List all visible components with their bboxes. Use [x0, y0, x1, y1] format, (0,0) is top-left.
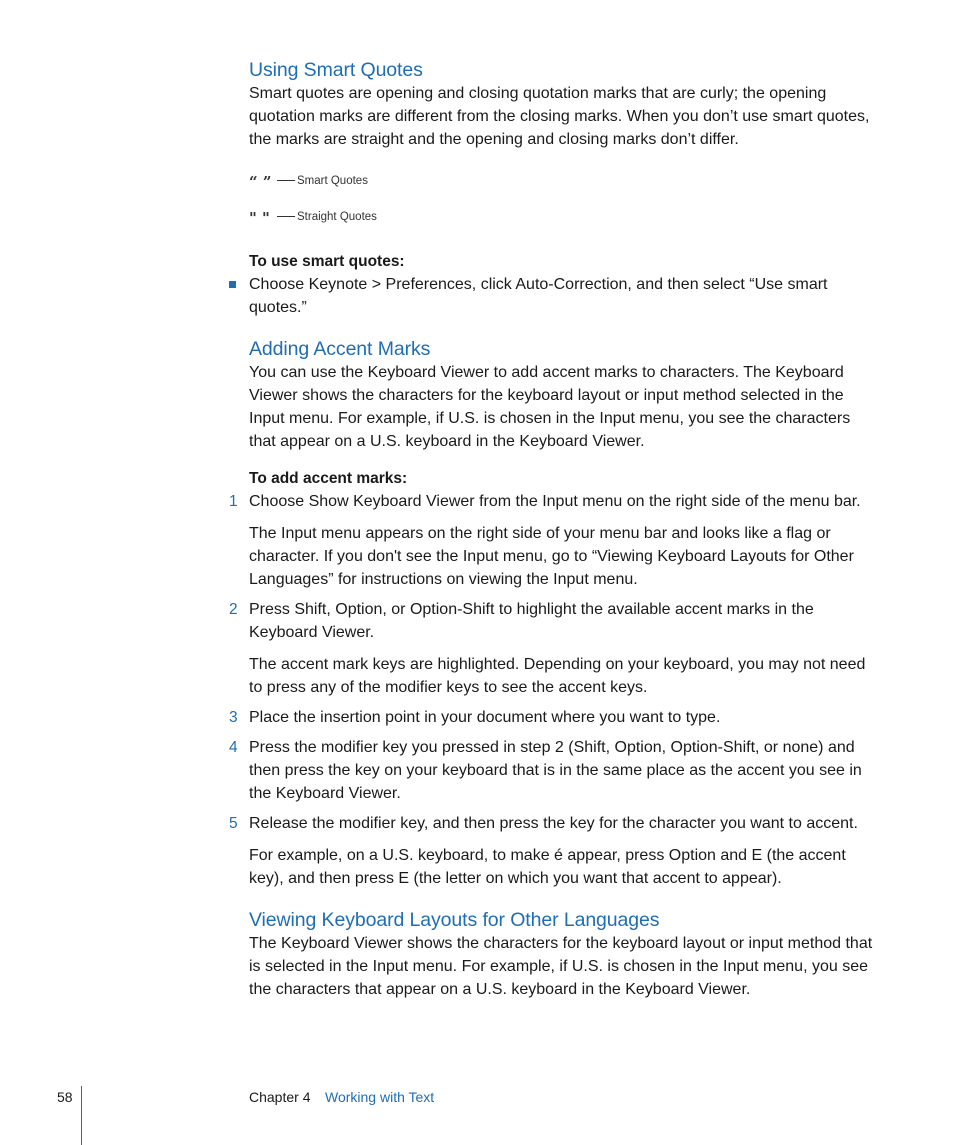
list-item — [249, 273, 879, 319]
smart-quotes-label: Smart Quotes — [297, 175, 368, 187]
step-note: For example, on a U.S. keyboard, to make é appear, press Option and E (the accent key), and then press E (the letter on which you want that accent to appear). — [249, 847, 846, 887]
step-text: Release the modifier key, and then press the key for the character you want to accent. — [249, 815, 858, 832]
step-note: The accent mark keys are highlighted. Depending on your keyboard, you may not need to press any of the modifier keys to see the accent keys. — [249, 656, 866, 696]
step-item — [229, 812, 879, 835]
step-text: Press Shift, Option, or Option-Shift to highlight the available accent marks in the Keyboard Viewer. — [249, 601, 814, 641]
section-heading-accent-marks: Adding Accent Marks — [249, 338, 431, 360]
step-number: 3 — [229, 709, 238, 726]
smart-quotes-figure-row — [249, 173, 879, 209]
smart-quotes-glyphs: “ ” — [249, 173, 272, 191]
chapter-title-link[interactable]: Working with Text — [325, 1089, 435, 1105]
straight-quotes-label: Straight Quotes — [297, 211, 377, 223]
step-item — [229, 598, 879, 644]
section-intro: Smart quotes are opening and closing quotation marks that are curly; the opening quotation marks are different from the closing marks. When you don’t use smart quotes, the marks are straight and the opening and closing marks don’t differ. — [249, 85, 870, 148]
step-number: 2 — [229, 601, 238, 618]
step-item — [229, 736, 879, 805]
step-item — [229, 706, 879, 729]
step-note: The Input menu appears on the right side of your menu bar and looks like a flag or character. If you don't see the Input menu, go to “Viewing Keyboard Layouts for Other Languages” for instructions on viewing the Input menu. — [249, 525, 854, 588]
list-item-text: Choose Keynote > Preferences, click Auto-Correction, and then select “Use smart quotes.” — [249, 276, 828, 316]
step-text: Place the insertion point in your document where you want to type. — [249, 709, 721, 726]
task-lead: To add accent marks: — [249, 470, 408, 487]
section-heading-smart-quotes: Using Smart Quotes — [249, 59, 423, 81]
step-number: 1 — [229, 493, 238, 510]
callout-line — [277, 216, 295, 217]
chapter-label: Chapter 4 — [249, 1089, 311, 1105]
section-intro: The Keyboard Viewer shows the characters for the keyboard layout or input method that is selected in the Input menu. For example, if U.S. is chosen in the Input menu, you see the characters that appear on a U.S. keyboard in the Keyboard Viewer. — [249, 935, 873, 998]
page-content — [229, 58, 879, 1001]
bullet-icon — [229, 281, 236, 288]
callout-line — [277, 180, 295, 181]
step-number: 4 — [229, 739, 238, 756]
step-text: Press the modifier key you pressed in step 2 (Shift, Option, Option-Shift, or none) and then press the key on your keyboard that is in the same place as the accent you see in the Keyboard Viewer. — [249, 739, 862, 802]
footer-divider — [81, 1086, 82, 1145]
step-text: Choose Show Keyboard Viewer from the Input menu on the right side of the menu bar. — [249, 493, 861, 510]
section-intro: You can use the Keyboard Viewer to add accent marks to characters. The Keyboard Viewer shows the characters for the keyboard layout or input method selected in the Input menu. For example, if U.S. is chosen in the Input menu, you see the characters that appear on a U.S. keyboard in the Keyboard Viewer. — [249, 364, 851, 450]
step-number: 5 — [229, 815, 238, 832]
step-item — [229, 490, 879, 513]
straight-quotes-glyphs: " " — [249, 209, 270, 227]
task-lead: To use smart quotes: — [249, 253, 405, 270]
section-heading-keyboard-layouts: Viewing Keyboard Layouts for Other Languages — [249, 909, 660, 931]
page-number: 58 — [57, 1089, 73, 1105]
straight-quotes-figure-row — [249, 209, 879, 245]
page-footer — [0, 1086, 954, 1145]
